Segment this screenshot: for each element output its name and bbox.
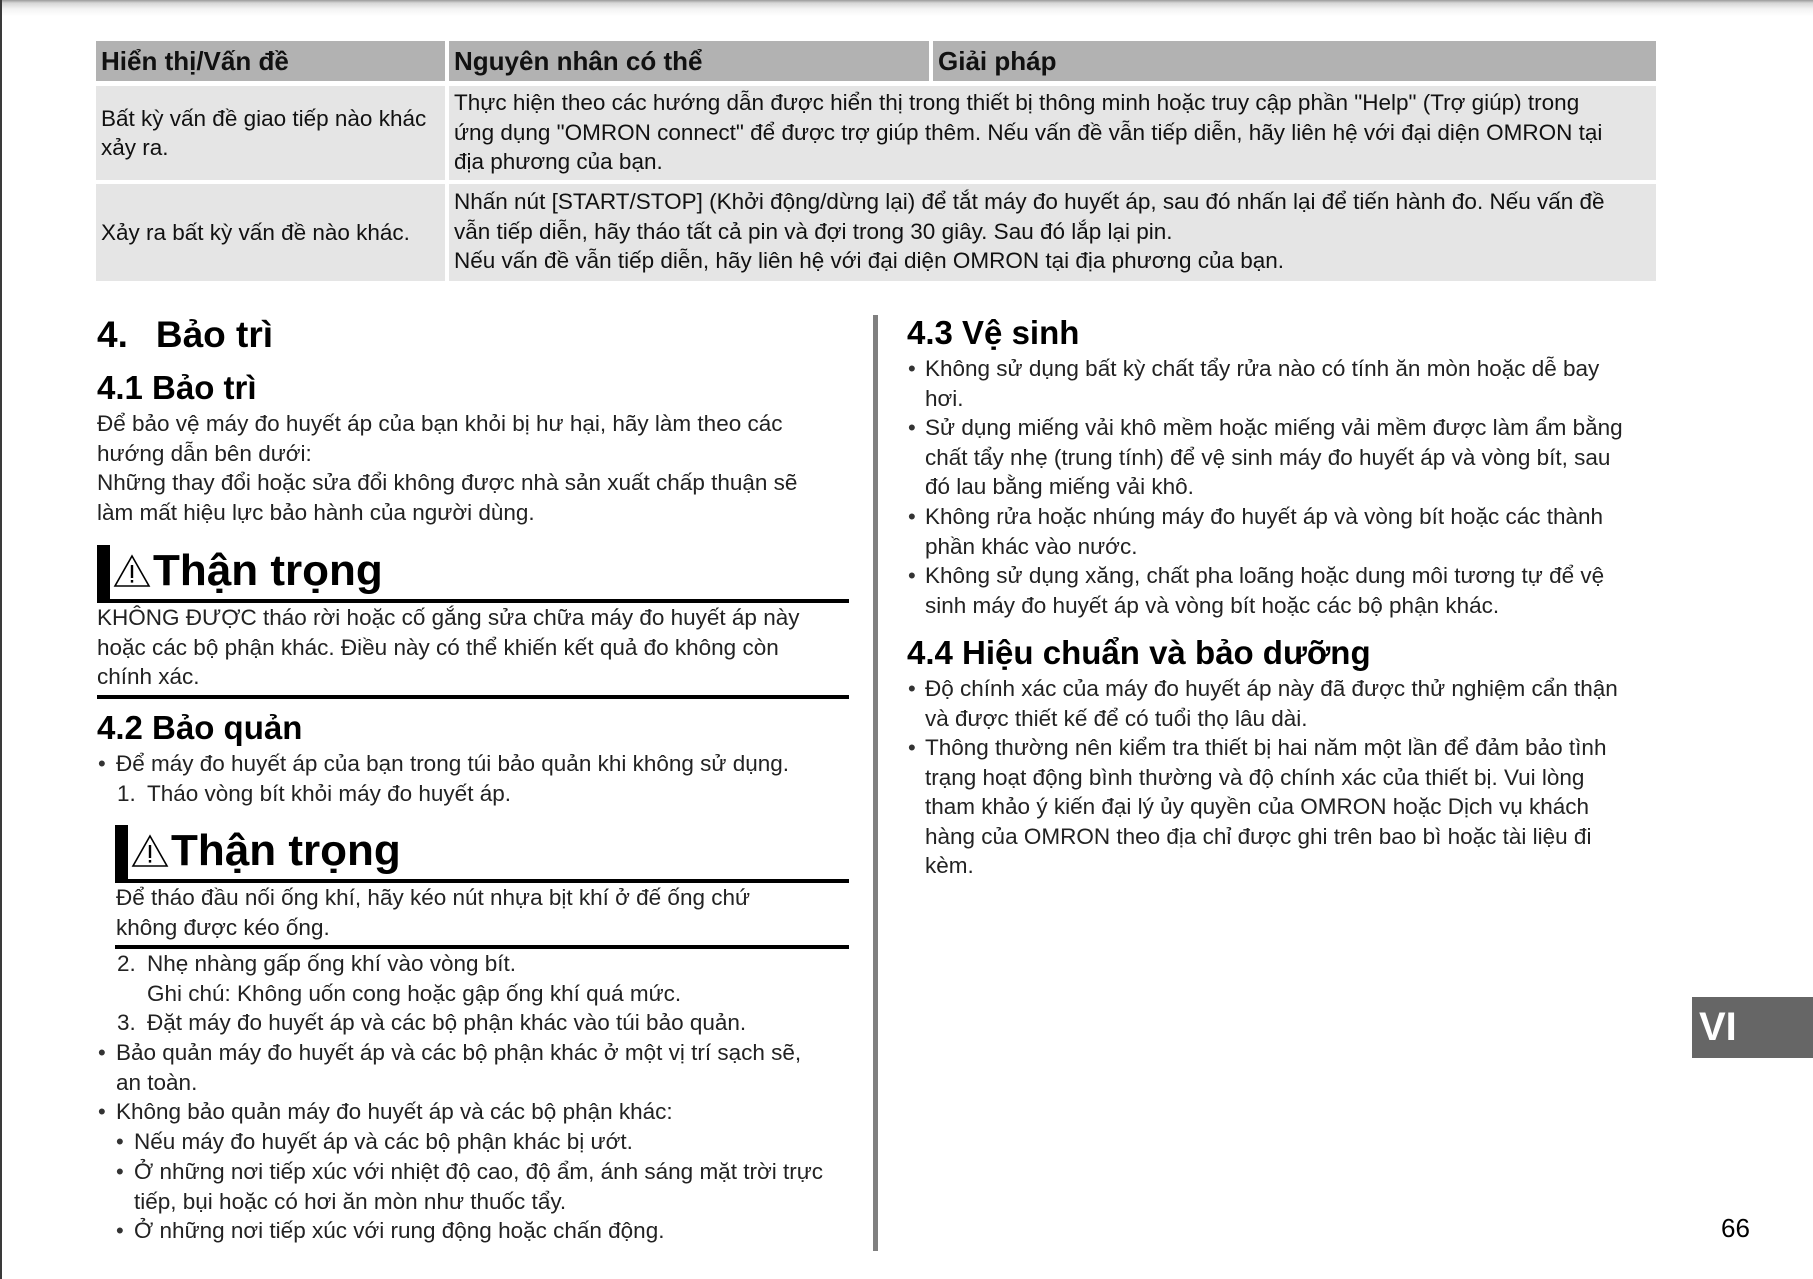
bullet-line: Sử dụng miếng vải khô mềm hoặc miếng vải mềm được làm ẩm bằng	[925, 415, 1623, 440]
bullet-line: tiếp, bụi hoặc có hơi ăn mòn như thuốc tẩy.	[134, 1188, 567, 1214]
table-row-2-issue	[96, 184, 445, 281]
storage-step-1	[117, 779, 511, 809]
sub-bullet-icon: •	[116, 1218, 124, 1243]
storage-bullet-2	[116, 1038, 801, 1097]
section-4-1-heading: 4.1 Bảo trì	[97, 369, 257, 406]
storage-sub-bullet-2	[134, 1157, 823, 1216]
caution-line: hoặc các bộ phận khác. Điều này có thể khiến kết quả đo không còn	[97, 634, 779, 660]
step-number: 1.	[117, 781, 136, 806]
step-number: 3.	[117, 1010, 136, 1035]
bullet-line: Không sử dụng bất kỳ chất tẩy rửa nào có tính ăn mòn hoặc dễ bay	[925, 356, 1600, 381]
section-4-heading	[97, 313, 273, 357]
bullet-icon: •	[908, 735, 916, 760]
bullet-line: Thông thường nên kiểm tra thiết bị hai năm một lần để đảm bảo tình	[925, 735, 1607, 760]
bullet-line: chất tẩy nhẹ (trung tính) để vệ sinh máy đo huyết áp và vòng bít, sau	[925, 444, 1611, 470]
section-4-4-heading: 4.4 Hiệu chuẩn và bảo dưỡng	[907, 634, 1371, 671]
caution-title-text: Thận trọng	[171, 826, 401, 875]
caution-title-text: Thận trọng	[153, 546, 383, 595]
caution-line: KHÔNG ĐƯỢC tháo rời hoặc cố gắng sửa chữa máy đo huyết áp này	[97, 605, 800, 630]
caution-bar	[97, 545, 110, 601]
caution-title	[131, 825, 401, 877]
sub-bullet-icon: •	[116, 1129, 124, 1154]
section-4-1-body	[97, 409, 797, 527]
storage-step-2	[117, 949, 681, 1008]
caution-line: không được kéo ống.	[116, 914, 330, 940]
page-top-shadow	[0, 0, 1813, 16]
column-divider	[873, 315, 878, 1251]
storage-sub-bullet-1: Nếu máy đo huyết áp và các bộ phận khác bị ướt.	[134, 1129, 633, 1154]
table-row-1-solution	[449, 86, 1656, 180]
caution-title	[113, 545, 383, 597]
table-row-1-solution-line: ứng dụng "OMRON connect" để được trợ giúp thêm. Nếu vấn đề vẫn tiếp diễn, hãy liên hệ với đại diện OMRON tại	[454, 119, 1603, 145]
section-4-number: 4.	[97, 314, 128, 355]
cleaning-bullet-2	[925, 413, 1623, 502]
bullet-line: hàng của OMRON theo địa chỉ được ghi trên bao bì hoặc tài liệu đi	[925, 823, 1592, 849]
table-header-solution: Giải pháp	[933, 41, 1656, 81]
page-left-border	[0, 0, 2, 1279]
table-row-2-solution-line: vẫn tiếp diễn, hãy tháo tất cả pin và đợi trong 30 giây. Sau đó lắp lại pin.	[454, 218, 1173, 244]
caution-line: chính xác.	[97, 664, 200, 690]
page-number: 66	[1721, 1213, 1750, 1243]
bullet-line: sinh máy đo huyết áp và vòng bít hoặc các bộ phận khác.	[925, 592, 1500, 618]
bullet-line: phần khác vào nước.	[925, 533, 1138, 559]
step-text: Nhẹ nhàng gấp ống khí vào vòng bít.	[147, 951, 517, 976]
table-row-1-issue-line: Bất kỳ vấn đề giao tiếp nào khác	[101, 105, 427, 131]
caution-bottom-rule	[97, 695, 849, 699]
sub-bullet-icon: •	[116, 1159, 124, 1184]
body-line: làm mất hiệu lực bảo hành của người dùng.	[97, 499, 535, 525]
caution-text	[116, 883, 750, 942]
body-line: hướng dẫn bên dưới:	[97, 440, 312, 466]
bullet-line: đó lau bằng miếng vải khô.	[925, 474, 1194, 500]
step-text: Đặt máy đo huyết áp và các bộ phận khác vào túi bảo quản.	[147, 1010, 747, 1035]
table-header-issue: Hiển thị/Vấn đề	[96, 41, 445, 81]
section-4-title: Bảo trì	[155, 314, 274, 355]
caution-line: Để tháo đầu nối ống khí, hãy kéo nút nhựa bịt khí ở đế ống chứ	[116, 885, 751, 910]
bullet-line: Bảo quản máy đo huyết áp và các bộ phận khác ở một vị trí sạch sẽ,	[116, 1040, 802, 1065]
bullet-line: hơi.	[925, 385, 964, 411]
storage-bullet-3: Không bảo quản máy đo huyết áp và các bộ phận khác:	[116, 1099, 673, 1124]
bullet-icon: •	[98, 1099, 106, 1124]
section-4-3-heading: 4.3 Vệ sinh	[907, 314, 1080, 351]
bullet-line: Không rửa hoặc nhúng máy đo huyết áp và vòng bít hoặc các thành	[925, 504, 1604, 529]
bullet-line: kèm.	[925, 853, 974, 879]
table-row-2-solution	[449, 184, 1656, 281]
storage-sub-bullet-3: Ở những nơi tiếp xúc với rung động hoặc chấn động.	[134, 1218, 665, 1243]
table-row-2-issue-line: Xảy ra bất kỳ vấn đề nào khác.	[101, 219, 410, 245]
bullet-icon: •	[908, 563, 916, 588]
bullet-line: Không sử dụng xăng, chất pha loãng hoặc dung môi tương tự để vệ	[925, 563, 1605, 588]
bullet-icon: •	[98, 751, 106, 776]
storage-step-3	[117, 1008, 746, 1038]
warning-triangle-icon	[113, 554, 151, 588]
step-note: Ghi chú: Không uốn cong hoặc gập ống khí quá mức.	[147, 980, 682, 1006]
bullet-line: an toàn.	[116, 1069, 198, 1095]
table-row-1-solution-line: địa phương của bạn.	[454, 149, 663, 174]
calibration-bullet-1	[925, 674, 1618, 733]
step-number: 2.	[117, 951, 136, 976]
table-row-1-issue	[96, 86, 445, 180]
bullet-line: trạng hoạt động bình thường và độ chính xác của thiết bị. Vui lòng	[925, 764, 1585, 790]
bullet-icon: •	[98, 1040, 106, 1065]
table-row-2-solution-line: Nhấn nút [START/STOP] (Khởi động/dừng lại) để tắt máy đo huyết áp, sau đó nhấn lại để tiến hành đo. Nếu vấn đề	[454, 189, 1605, 214]
table-header-cause: Nguyên nhân có thể	[449, 41, 929, 81]
caution-bar	[115, 825, 128, 881]
bullet-line: tham khảo ý kiến đại lý ủy quyền của OMRON hoặc Dịch vụ khách	[925, 794, 1590, 820]
body-line: Để bảo vệ máy đo huyết áp của bạn khỏi bị hư hại, hãy làm theo các	[97, 411, 783, 436]
cleaning-bullet-4	[925, 561, 1604, 620]
bullet-icon: •	[908, 415, 916, 440]
section-4-2-heading: 4.2 Bảo quản	[97, 709, 303, 746]
warning-triangle-icon	[131, 834, 169, 868]
cleaning-bullet-1	[925, 354, 1599, 413]
table-row-1-issue-line: xảy ra.	[101, 135, 169, 160]
step-text: Tháo vòng bít khỏi máy đo huyết áp.	[147, 781, 511, 806]
table-row-1-solution-line: Thực hiện theo các hướng dẫn được hiển thị trong thiết bị thông minh hoặc truy cập phần "Help" (Trợ giúp) trong	[454, 90, 1580, 115]
storage-bullet-1: Để máy đo huyết áp của bạn trong túi bảo quản khi không sử dụng.	[116, 751, 790, 776]
bullet-icon: •	[908, 504, 916, 529]
cleaning-bullet-3	[925, 502, 1603, 561]
language-tab-vi: VI	[1692, 997, 1813, 1058]
body-line: Những thay đổi hoặc sửa đổi không được nhà sản xuất chấp thuận sẽ	[97, 470, 798, 496]
bullet-icon: •	[908, 356, 916, 381]
table-row-2-solution-line: Nếu vấn đề vẫn tiếp diễn, hãy liên hệ với đại diện OMRON tại địa phương của bạn.	[454, 248, 1285, 273]
bullet-line: và được thiết kế để có tuổi thọ lâu dài.	[925, 705, 1308, 731]
bullet-icon: •	[908, 676, 916, 701]
calibration-bullet-2	[925, 733, 1606, 881]
bullet-line: Độ chính xác của máy đo huyết áp này đã được thử nghiệm cẩn thận	[925, 676, 1618, 701]
bullet-line: Ở những nơi tiếp xúc với nhiệt độ cao, độ ẩm, ánh sáng mặt trời trực	[134, 1159, 824, 1184]
caution-text	[97, 603, 799, 692]
